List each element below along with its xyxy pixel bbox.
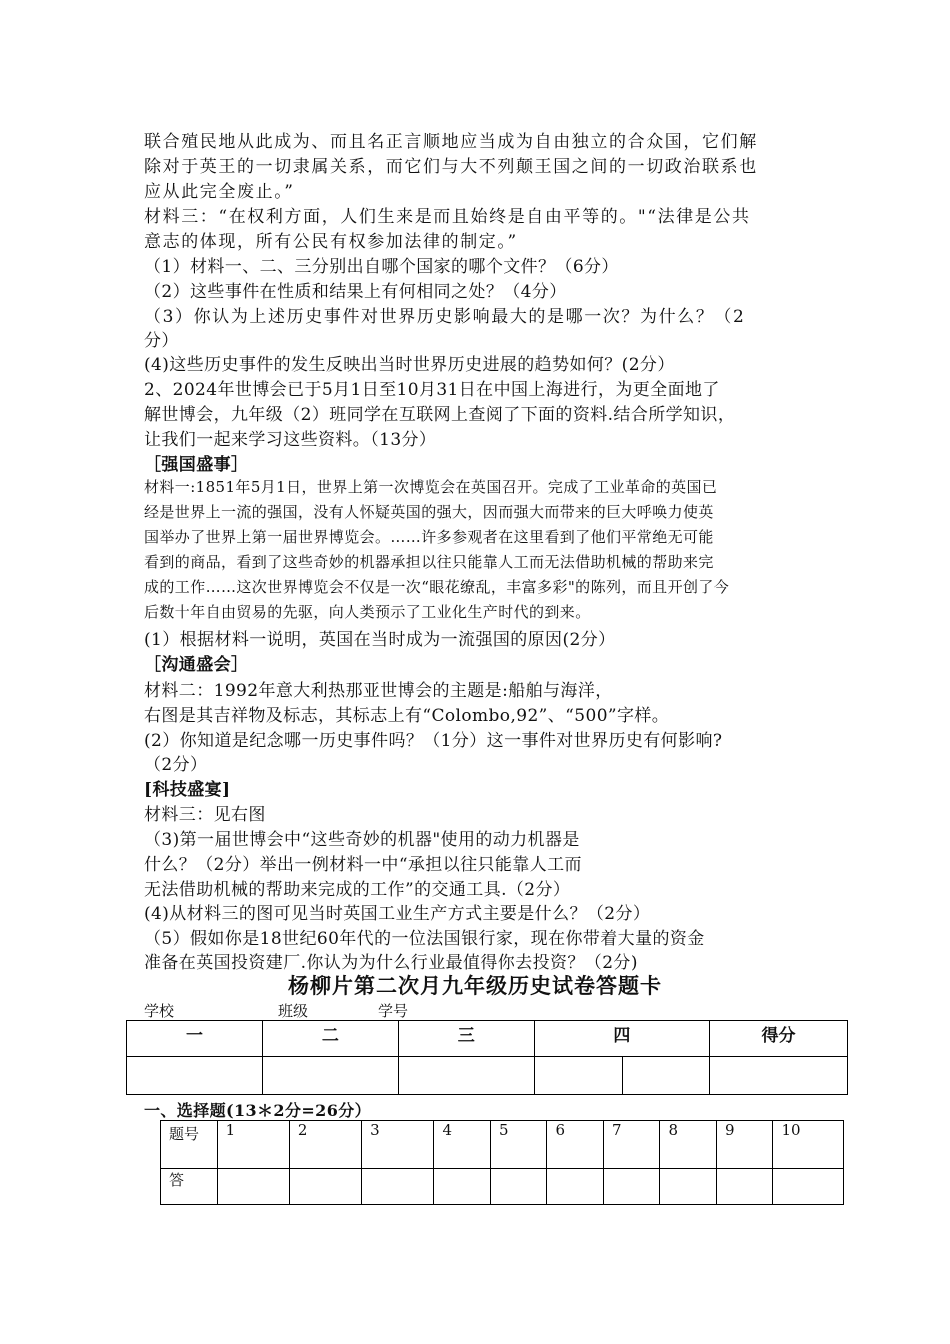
text-line: 除对于英王的一切隶属关系，而它们与大不列颠王国之间的一切政治联系也 <box>144 157 758 177</box>
question-line: 分） <box>144 331 179 351</box>
material-line: 看到的商品，看到了这些奇妙的机器承担以往只能靠人工而无法借助机械的帮助来完 <box>144 553 714 571</box>
section-heading: ［强国盛事］ <box>144 455 249 475</box>
section-heading: ［沟通盛会］ <box>144 655 249 675</box>
score-cell[interactable] <box>262 1057 398 1095</box>
answer-cell[interactable] <box>490 1169 547 1205</box>
question-line: (1）根据材料一说明，英国在当时成为一流强国的原因(2分） <box>144 630 616 650</box>
answer-table <box>160 1120 844 1205</box>
answer-cell[interactable] <box>773 1169 844 1205</box>
text-line: 联合殖民地从此成为、而且名正言顺地应当成为自由独立的合众国，它们解 <box>144 132 758 152</box>
material-line: 成的工作……这次世界博览会不仅是一次“眼花缭乱，丰富多彩"的陈列，而且开创了今 <box>144 578 730 596</box>
question-number: 5 <box>490 1121 547 1169</box>
question-number: 1 <box>217 1121 289 1169</box>
material-line: 国举办了世界上第一届世界博览会。……许多参观者在这里看到了他们平常绝无可能 <box>144 528 714 546</box>
answer-cell[interactable] <box>603 1169 660 1205</box>
question-line: （2）这些事件在性质和结果上有何相同之处？（4分） <box>144 282 567 302</box>
score-header: 二 <box>262 1021 398 1057</box>
question-number: 4 <box>434 1121 491 1169</box>
answer-cell[interactable] <box>660 1169 717 1205</box>
question-line: (2）你知道是纪念哪一历史事件吗？（1分）这一事件对世界历史有何影响? <box>144 731 723 751</box>
answer-cell[interactable] <box>362 1169 434 1205</box>
question-line: 2、2024年世博会已于5月1日至10月31日在中国上海进行，为更全面地了 <box>144 380 720 400</box>
question-line: （3)第一届世博会中“这些奇妙的机器"使用的动力机器是 <box>144 830 580 850</box>
answer-row-label: 答 <box>161 1169 218 1205</box>
score-cell[interactable] <box>534 1057 623 1095</box>
material-line: 材料三：见右图 <box>144 805 266 825</box>
question-line: 解世博会，九年级（2）班同学在互联网上查阅了下面的资料.结合所学知识， <box>144 405 736 425</box>
text-line: 意志的体现，所有公民有权参加法律的制定。” <box>144 232 518 252</box>
question-number: 8 <box>660 1121 717 1169</box>
score-table <box>126 1020 848 1095</box>
score-header: 四 <box>534 1021 709 1057</box>
score-cell[interactable] <box>710 1057 848 1095</box>
score-header: 得分 <box>710 1021 848 1057</box>
question-number: 7 <box>603 1121 660 1169</box>
question-line: （2分） <box>144 755 208 775</box>
section-heading: [科技盛宴] <box>144 780 231 800</box>
material-line: 材料一:1851年5月1日，世界上第一次博览会在英国召开。完成了工业革命的英国已 <box>144 478 718 496</box>
question-number: 2 <box>289 1121 361 1169</box>
text-line: 材料三：“在权利方面，人们生来是而且始终是自由平等的。"“法律是公共 <box>144 207 751 227</box>
question-line: （3）你认为上述历史事件对世界历史影响最大的是哪一次？为什么？（2 <box>144 307 746 327</box>
question-number: 3 <box>362 1121 434 1169</box>
question-line: （1）材料一、二、三分别出自哪个国家的哪个文件？（6分） <box>144 257 619 277</box>
question-line: (4)从材料三的图可见当时英国工业生产方式主要是什么？（2分） <box>144 904 651 924</box>
answer-cell[interactable] <box>289 1169 361 1205</box>
score-cell[interactable] <box>127 1057 263 1095</box>
answer-cell[interactable] <box>716 1169 773 1205</box>
school-label: 学校 <box>144 1002 175 1020</box>
question-line: 无法借助机械的帮助来完成的工作”的交通工具.（2分） <box>144 880 571 900</box>
answer-cell[interactable] <box>547 1169 604 1205</box>
student-id-label: 学号 <box>378 1002 409 1020</box>
section1-heading: 一、选择题(13＊2分=26分） <box>144 1101 372 1120</box>
question-line: 什么？（2分）举出一例材料一中“承担以往只能靠人工而 <box>144 855 582 875</box>
answer-cell[interactable] <box>217 1169 289 1205</box>
material-line: 材料二：1992年意大利热那亚世博会的主题是:船舶与海洋， <box>144 681 613 701</box>
material-line: 经是世界上一流的强国，没有人怀疑英国的强大，因而强大而带来的巨大呼唤力使英 <box>144 503 714 521</box>
question-line: 准备在英国投资建厂.你认为为什么行业最值得你去投资？（2分) <box>144 953 638 973</box>
score-header: 三 <box>398 1021 534 1057</box>
score-cell[interactable] <box>623 1057 710 1095</box>
material-line: 后数十年自由贸易的先驱，向人类预示了工业化生产时代的到来。 <box>144 603 591 621</box>
question-number: 6 <box>547 1121 604 1169</box>
score-header: 一 <box>127 1021 263 1057</box>
question-line: (4)这些历史事件的发生反映出当时世界历史进展的趋势如何？(2分） <box>144 355 675 375</box>
question-line: （5）假如你是18世纪60年代的一位法国银行家，现在你带着大量的资金 <box>144 929 705 949</box>
score-cell[interactable] <box>398 1057 534 1095</box>
question-number-label: 题号 <box>161 1121 218 1169</box>
material-line: 右图是其吉祥物及标志，其标志上有“Colombo,92”、“500”字样。 <box>144 706 670 726</box>
class-label: 班级 <box>278 1002 309 1020</box>
answer-card-title: 杨柳片第二次月九年级历史试卷答题卡 <box>288 973 662 998</box>
question-line: 让我们一起来学习这些资料。（13分） <box>144 430 437 450</box>
question-number: 10 <box>773 1121 844 1169</box>
answer-cell[interactable] <box>434 1169 491 1205</box>
question-number: 9 <box>716 1121 773 1169</box>
text-line: 应从此完全废止。” <box>144 182 295 202</box>
